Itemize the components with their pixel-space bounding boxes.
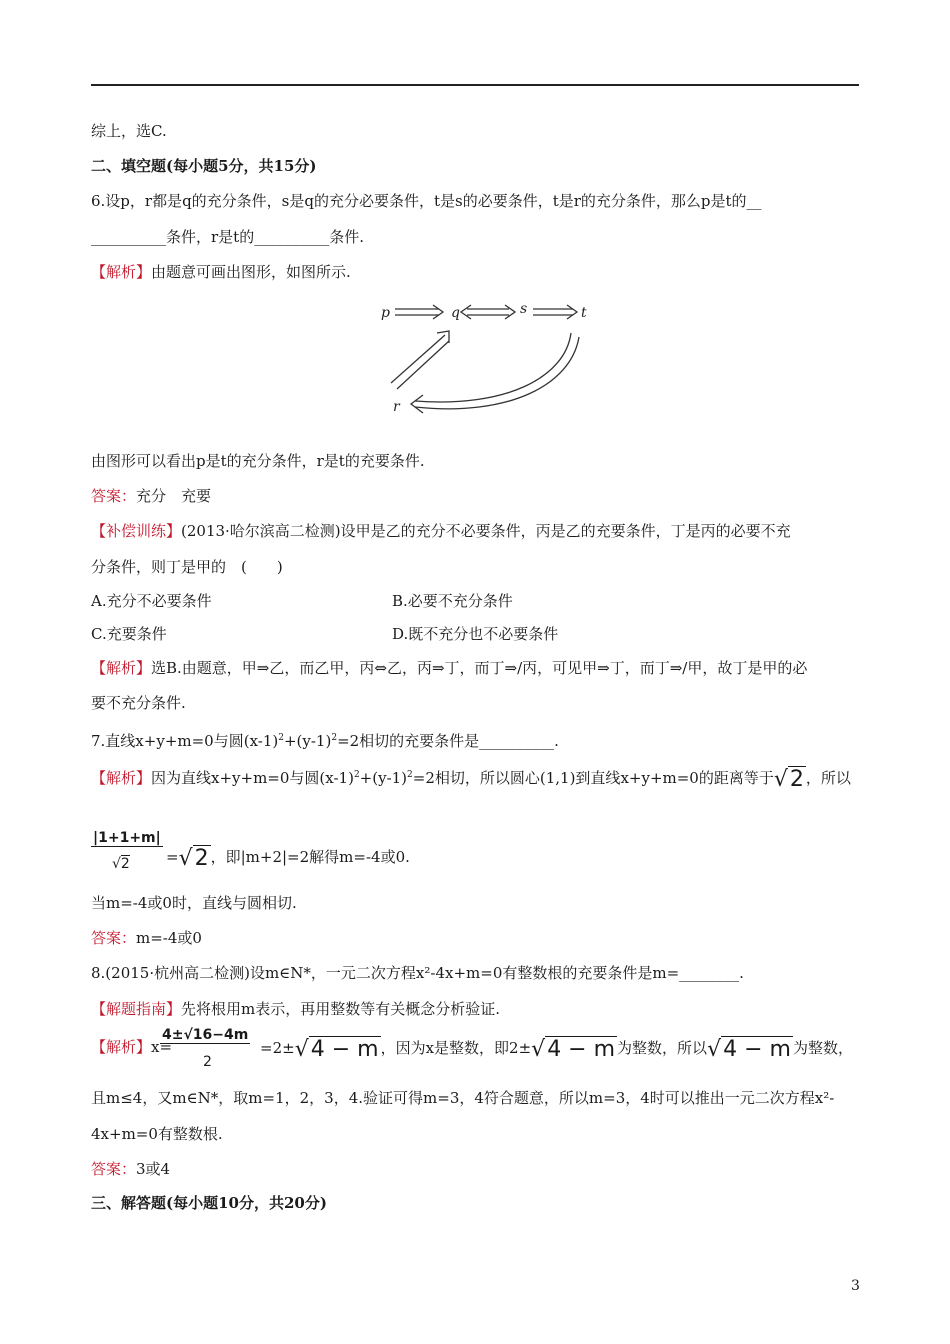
analysis-tag: 【解析】 <box>91 659 152 677</box>
answer-line <box>91 486 211 506</box>
option-a: A.充分不必要条件 <box>91 592 212 610</box>
section-heading: 三、解答题(每小题10分，共20分) <box>91 1194 327 1212</box>
answer-text: 充分 充要 <box>136 487 212 505</box>
analysis-tag: 【解析】 <box>91 263 152 281</box>
fraction-denominator: √2 <box>112 856 130 872</box>
superscript: 2 <box>407 770 413 780</box>
analysis-text: x= <box>151 1038 173 1056</box>
hint-line <box>91 999 500 1019</box>
diagram-label-s: s <box>520 301 528 317</box>
question-6-line-2: __________条件，r是t的__________条件. <box>91 228 364 246</box>
fraction-denominator: 2 <box>203 1054 212 1070</box>
radicand: 4 − m <box>310 1037 379 1062</box>
result-text: ，即|m+2|=2解得m=-4或0. <box>210 848 410 866</box>
answer-text: m=-4或0 <box>136 929 202 947</box>
answer-tag: 答案： <box>91 929 137 947</box>
analysis-text: ，因为x是整数，即2± <box>380 1039 532 1057</box>
supplementary-text: (2013·哈尔滨高二检测)设甲是乙的充分不必要条件，丙是乙的充要条件，丁是丙的必要不充 <box>181 522 791 540</box>
option-d: D.既不充分也不必要条件 <box>392 625 559 643</box>
sqrt-expression: √4 − m <box>707 1037 791 1062</box>
answer-text: 3或4 <box>136 1160 171 1178</box>
diagram-label-q: q <box>451 305 460 321</box>
q7-text: +(y-1) <box>283 732 332 750</box>
analysis-continued <box>260 1037 853 1062</box>
equals: = <box>166 848 179 866</box>
analysis-text: 为整数，所以 <box>617 1039 708 1057</box>
radicand: 4 − m <box>547 1037 616 1062</box>
superscript: 2 <box>331 733 338 743</box>
analysis-tag: 【解析】 <box>91 769 152 787</box>
sqrt-expression: √2 <box>773 767 804 792</box>
analysis-text: 因为直线x+y+m=0与圆(x-1) <box>151 769 354 787</box>
page-number: 3 <box>851 1278 860 1294</box>
analysis-line-2: 要不充分条件. <box>91 694 186 712</box>
question-7 <box>91 728 559 751</box>
hint-text: 先将根用m表示，再用整数等有关概念分析验证. <box>181 1000 501 1018</box>
supplementary-tag: 【补偿训练】 <box>91 522 182 540</box>
diagram-label-t: t <box>581 305 587 321</box>
q7-text: 7.直线x+y+m=0与圆(x-1) <box>91 732 279 750</box>
analysis-text: 由题意可画出图形，如图所示. <box>151 263 351 281</box>
analysis-line <box>91 765 851 792</box>
analysis-text: ，所以 <box>805 769 851 787</box>
diagram-label-p: p <box>381 305 390 321</box>
analysis-tag: 【解析】 <box>91 1038 152 1056</box>
option-c: C.充要条件 <box>91 625 167 643</box>
fraction-numerator: |1+1+m| <box>93 830 161 846</box>
q7-text: =2相切的充要条件是__________. <box>337 732 559 750</box>
text-line: 当m=-4或0时，直线与圆相切. <box>91 894 297 912</box>
radicand: 2 <box>120 856 130 872</box>
answer-line <box>91 1159 170 1179</box>
section-heading: 二、填空题(每小题5分，共15分) <box>91 157 317 175</box>
fraction-numerator: 4±√16−4m <box>162 1027 249 1043</box>
radicand: 2 <box>789 767 804 792</box>
hint-tag: 【解题指南】 <box>91 1000 182 1018</box>
diagram-arrows <box>391 305 579 413</box>
analysis-text: =2± <box>260 1039 295 1057</box>
analysis-line-3: 4x+m=0有整数根. <box>91 1125 223 1143</box>
question-8: 8.(2015·杭州高二检测)设m∈N*，一元二次方程x²-4x+m=0有整数根的充要条件是m=________. <box>91 964 744 982</box>
option-b: B.必要不充分条件 <box>392 592 513 610</box>
supplementary-line-2: 分条件，则丁是甲的 ( ) <box>91 558 283 576</box>
sqrt-expression: √2 <box>178 846 209 871</box>
analysis-line-2: 且m≤4，又m∈N*，取m=1，2，3，4.验证可得m=3，4符合题意，所以m=3，4时可以推出一元二次方程x²- <box>91 1089 835 1107</box>
answer-line <box>91 928 202 948</box>
superscript: 2 <box>353 770 360 780</box>
analysis-line <box>91 658 807 678</box>
logic-diagram <box>375 293 615 423</box>
header-rule <box>91 84 859 86</box>
superscript: 2 <box>278 733 284 743</box>
sqrt-expression: √4 − m <box>294 1037 379 1062</box>
radicand: 4 − m <box>723 1037 791 1062</box>
analysis-text: 为整数， <box>792 1039 853 1057</box>
analysis-text: 选B.由题意，甲⇒乙，而乙甲，丙⇔乙，丙⇒丁，而丁⇒/丙，可见甲⇒丁，而丁⇒/甲，故丁是甲的必 <box>151 659 808 677</box>
analysis-text: +(y-1) <box>359 769 408 787</box>
question-6-line-1: 6.设p，r都是q的充分条件，s是q的充分必要条件，t是s的必要条件，t是r的充分条件，那么p是t的__ <box>91 192 762 210</box>
answer-tag: 答案： <box>91 487 137 505</box>
answer-tag: 答案： <box>91 1160 137 1178</box>
conclusion-line: 由图形可以看出p是t的充分条件，r是t的充要条件. <box>91 452 425 470</box>
supplementary-line-1 <box>91 521 791 541</box>
sqrt-expression: √4 − m <box>531 1037 616 1062</box>
question-7-result <box>166 846 410 871</box>
diagram-label-r: r <box>393 399 400 415</box>
analysis-line <box>91 262 351 282</box>
text-line: 综上，选C. <box>91 122 167 140</box>
radicand: 2 <box>194 846 209 871</box>
analysis-text: =2相切，所以圆心(1,1)到直线x+y+m=0的距离等于 <box>412 769 774 787</box>
